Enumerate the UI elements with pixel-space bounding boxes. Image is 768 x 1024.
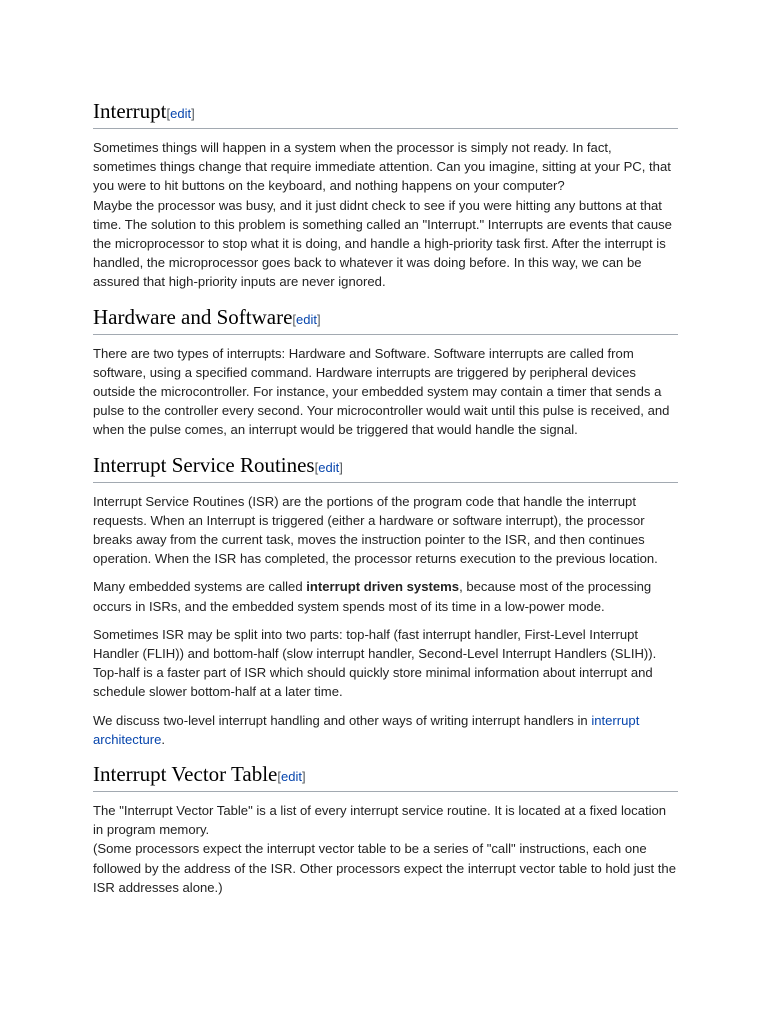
isr-paragraph-2 <box>93 577 678 615</box>
heading-isr-title: Interrupt Service Routines <box>93 452 315 477</box>
isr-p4-before: We discuss two-level interrupt handling and other ways of writing interrupt handlers in <box>93 712 592 728</box>
edit-bracket-open: [ <box>277 769 281 785</box>
vector-table-paragraph <box>93 801 678 897</box>
edit-bracket-close: ] <box>301 769 306 785</box>
isr-paragraph-3: Sometimes ISR may be split into two parts: top-half (fast interrupt handler, First-Level Interrupt Handler (FLIH)) and bottom-half (slow interrupt handler, Second-Level Interrupt Handlers (SLIH)). Top-half is a faster part of ISR which should quickly store minimal information about interrupt and schedule slower bottom-half at a later time. <box>93 626 657 700</box>
hardware-software-paragraph: There are two types of interrupts: Hardware and Software. Software interrupts are called from software, using a specified command. Hardware interrupts are triggered by peripheral devices outside the microcontroller. For instance, your embedded system may contain a timer that sends a pulse to the controller every second. Your microcontroller would wait until this pulse is received, and when the pulse comes, an interrupt would be triggered that would handle the signal. <box>93 345 670 438</box>
isr-p2-bold: interrupt driven systems <box>306 579 460 595</box>
edit-bracket-close: ] <box>339 459 343 475</box>
heading-vector-table <box>93 761 678 792</box>
heading-interrupt-title: Interrupt <box>93 99 167 123</box>
vector-table-text-2: (Some processors expect the interrupt vector table to be a series of "call" instructions, each one followed by the address of the ISR. Other processors expect the interrupt vector table to hold just the ISR addresses alone.) <box>93 841 676 895</box>
isr-paragraph-4 <box>93 711 678 749</box>
edit-link-hardware-software[interactable]: edit <box>296 311 318 327</box>
edit-link-vector-table[interactable]: edit <box>280 769 302 785</box>
interrupt-architecture-link[interactable]: interrupt architecture <box>93 712 640 747</box>
interrupt-text-2: Maybe the processor was busy, and it just didnt check to see if you were hitting any buttons at that time. The solution to this problem is something called an "Interrupt." Interrupts are events that cause the microprocessor to stop what it is doing, and handle a high-priority task first. After the interrupt is handled, the microprocessor goes back to whatever it was doing before. In this way, we can be assured that high-priority inputs are never ignored. <box>93 197 672 290</box>
vector-table-text-1: The "Interrupt Vector Table" is a list of every interrupt service routine. It is located at a fixed location in program memory. <box>93 803 667 838</box>
heading-hardware-software-title: Hardware and Software <box>93 304 293 329</box>
interrupt-paragraph <box>93 138 678 292</box>
isr-paragraph-1: Interrupt Service Routines (ISR) are the portions of the program code that handle the interrupt requests. When an Interrupt is triggered (either a hardware or software interrupt), the processor breaks away from the current task, moves the instruction pointer to the ISR, and then continues operation. When the ISR has completed, the processor returns execution to the previous location. <box>93 493 658 567</box>
edit-link-interrupt[interactable]: edit <box>170 106 192 121</box>
isr-p4-after: . <box>161 731 166 747</box>
interrupt-text-1: Sometimes things will happen in a system when the processor is simply not ready. In fact, sometimes things change that require immediate attention. Can you imagine, sitting at your PC, that you were to hit buttons on the keyboard, and nothing happens on your computer? <box>93 140 671 194</box>
isr-p2-after: , because most of the processing occurs in ISRs, and the embedded system spends most of its time in a low-power mode. <box>93 579 652 614</box>
edit-link-isr[interactable]: edit <box>318 459 340 475</box>
heading-hardware-software <box>93 304 678 335</box>
edit-bracket-close: ] <box>191 106 195 121</box>
edit-bracket-open: [ <box>314 459 319 475</box>
isr-p2-before: Many embedded systems are called <box>93 579 307 595</box>
edit-bracket-open: [ <box>292 311 297 327</box>
heading-interrupt <box>93 98 678 129</box>
heading-vector-table-title: Interrupt Vector Table <box>93 762 278 787</box>
edit-bracket-close: ] <box>317 311 321 327</box>
heading-isr <box>93 452 678 483</box>
article-content <box>93 98 678 897</box>
edit-bracket-open: [ <box>166 106 171 121</box>
